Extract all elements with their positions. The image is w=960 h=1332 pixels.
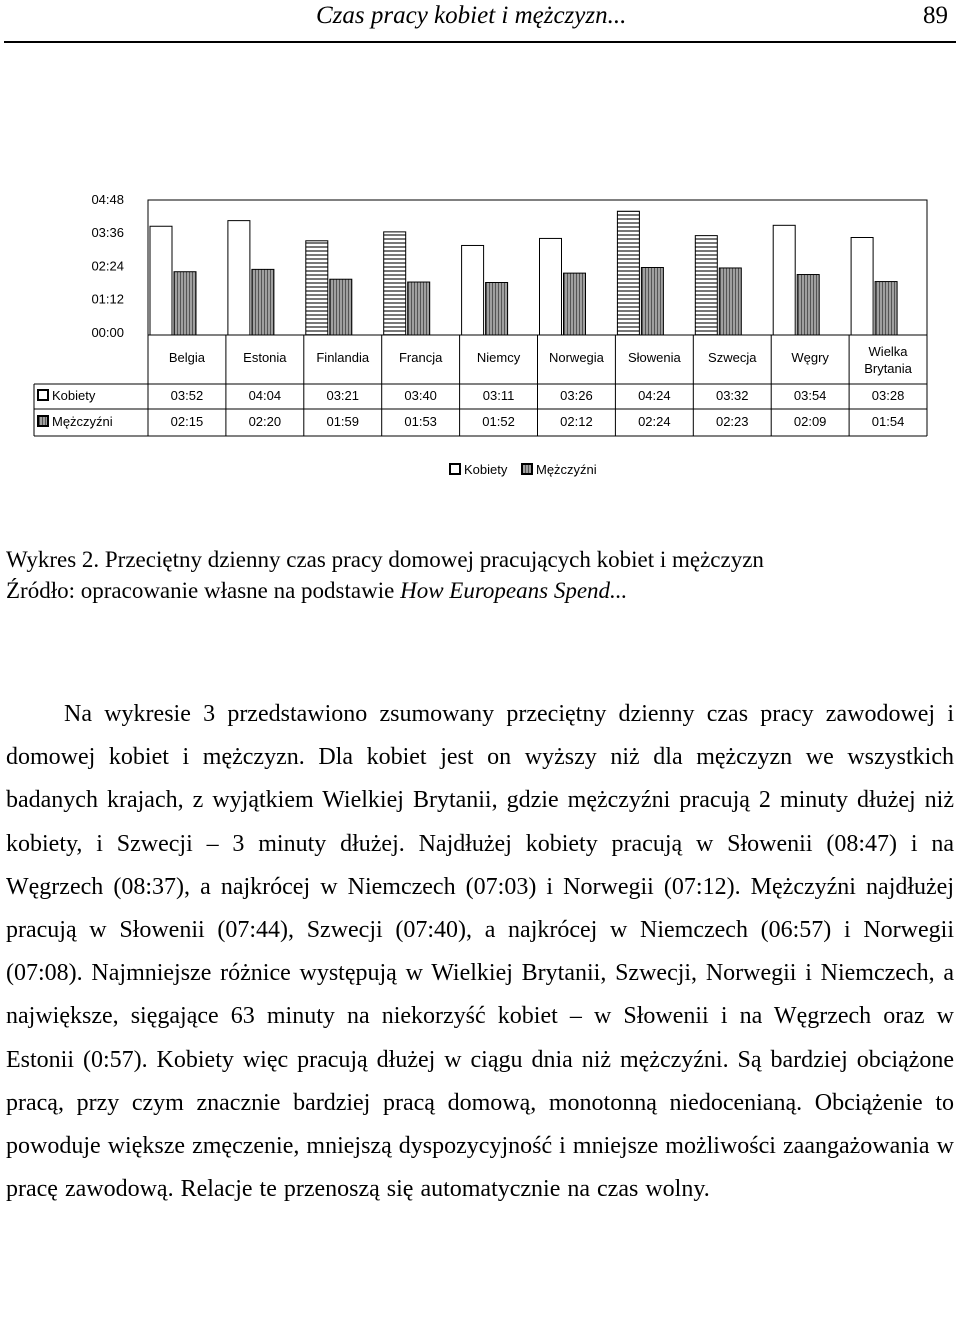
bar-mezczyzni (875, 282, 897, 335)
bar-kobiety (150, 226, 172, 335)
bar-mezczyzni (174, 272, 196, 335)
y-tick-label: 03:36 (91, 225, 124, 241)
table-value: 03:11 (482, 388, 515, 403)
table-value: 02:24 (638, 414, 671, 429)
category-label: Norwegia (548, 350, 604, 365)
table-value: 03:54 (793, 388, 827, 403)
bar-kobiety (617, 211, 639, 335)
table-value: 04:24 (638, 388, 671, 403)
legend-key-mezczyzni (522, 464, 532, 474)
table-value: 02:12 (560, 414, 593, 429)
bar-mezczyzni (252, 269, 274, 335)
table-value: 03:40 (404, 388, 437, 403)
table-value: 02:23 (715, 414, 749, 429)
y-tick-label: 02:24 (91, 258, 124, 274)
bar-kobiety (773, 225, 795, 335)
bar-kobiety (695, 236, 717, 335)
bar-kobiety (851, 238, 873, 336)
table-value: 01:54 (871, 414, 905, 429)
caption-source-title: How Europeans Spend... (400, 578, 628, 603)
table-key-kobiety (38, 390, 48, 400)
bar-kobiety (306, 241, 328, 335)
category-label: Słowenia (627, 350, 681, 365)
header-rule (4, 41, 956, 43)
bar-mezczyzni (797, 275, 819, 335)
bar-kobiety (228, 221, 250, 335)
category-label: Niemcy (476, 350, 521, 365)
category-label: Szwecja (708, 350, 757, 365)
table-value: 02:15 (170, 414, 204, 429)
table-value: 03:32 (715, 388, 749, 403)
y-tick-label: 00:00 (91, 324, 124, 340)
table-value: 01:53 (404, 414, 437, 429)
bar-mezczyzni (641, 268, 663, 336)
legend-label: Mężczyźni (536, 462, 597, 477)
body-paragraph: Na wykresie 3 przedstawiono zsumowany przeciętny dzienny czas pracy zawodowej i domowej kobiet i mężczyzn. Dla kobiet jest on wyższy niż dla mężczyzn we wszystkich badanych krajach, z wyjątkiem Wielkiej Brytanii, gdzie mężczyźni pracują 2 minuty dłużej niż kobiety, i Szwecji – 3 minuty dłużej. Najdłużej kobiety pracują w Słowenii (08:47) i na Węgrzech (08:37), a najkrócej w Niemczech (07:03) i Norwegii (07:12). Mężczyźni najdłużej pracują w Słowenii (07:44), Szwecji (07:40), a najkrócej w Niemczech (06:57) i Norwegii (07:08). Najmniejsze różnice występują w Wielkiej Brytanii, Szwecji, Norwegii i Niemczech, a największe, sięgające 63 minuty na niekorzyść kobiet – w Słowenii i na Węgrzech oraz w Estonii (0:57). Kobiety więc pracują dłużej w ciągu dnia niż mężczyźni. Są bardziej obciążone pracą, przy czym znacznie bardziej pracą domową, monotonną niedocenianą. Obciążenie to powoduje większe zmęczenie, mniejszą dyspozycyjność i mniejsze możliwości zaangażowania w pracę zawodową. Relacje te przenoszą się automatycznie na czas wolny. (6, 701, 954, 1203)
body-paragraph-block (6, 693, 954, 1211)
table-value: 02:09 (793, 414, 827, 429)
table-value: 01:52 (482, 414, 515, 429)
bar-mezczyzni (330, 279, 352, 335)
category-label: Francja (398, 350, 443, 365)
bar-chart (0, 170, 960, 490)
legend-label: Kobiety (464, 462, 508, 477)
table-value: 02:20 (248, 414, 282, 429)
legend-key-kobiety (450, 464, 460, 474)
y-tick-label: 04:48 (91, 192, 124, 207)
table-value: 03:52 (170, 388, 204, 403)
category-label: Brytania (864, 361, 912, 376)
category-label: Estonia (243, 350, 287, 365)
bar-kobiety (384, 232, 406, 335)
table-row-label: Mężczyźni (52, 414, 113, 429)
page-header (0, 0, 960, 44)
table-value: 03:26 (560, 388, 593, 403)
category-label: Finlandia (316, 350, 370, 365)
table-value: 03:28 (871, 388, 905, 403)
bar-kobiety (540, 238, 562, 335)
caption-title: Wykres 2. Przeciętny dzienny czas pracy domowej pracujących kobiet i mężczyzn (6, 547, 764, 572)
category-label: Wielka (868, 344, 908, 359)
table-row-label: Kobiety (52, 388, 96, 403)
bar-mezczyzni (564, 273, 586, 335)
caption-source (6, 575, 764, 606)
figure-caption (6, 544, 764, 606)
table-value: 03:21 (326, 388, 360, 403)
table-key-mezczyzni (38, 416, 48, 426)
bar-mezczyzni (486, 283, 508, 336)
y-tick-label: 01:12 (91, 291, 124, 307)
page-number: 89 (923, 2, 948, 29)
bar-kobiety (462, 245, 484, 335)
category-label: Belgia (168, 350, 206, 365)
bar-mezczyzni (719, 268, 741, 335)
running-title: Czas pracy kobiet i mężczyzn... (316, 2, 627, 29)
table-value: 01:59 (326, 414, 360, 429)
category-label: Węgry (791, 350, 829, 365)
bar-mezczyzni (408, 282, 430, 335)
table-value: 04:04 (248, 388, 282, 403)
caption-source-prefix: Źródło: opracowanie własne na podstawie (6, 578, 401, 603)
